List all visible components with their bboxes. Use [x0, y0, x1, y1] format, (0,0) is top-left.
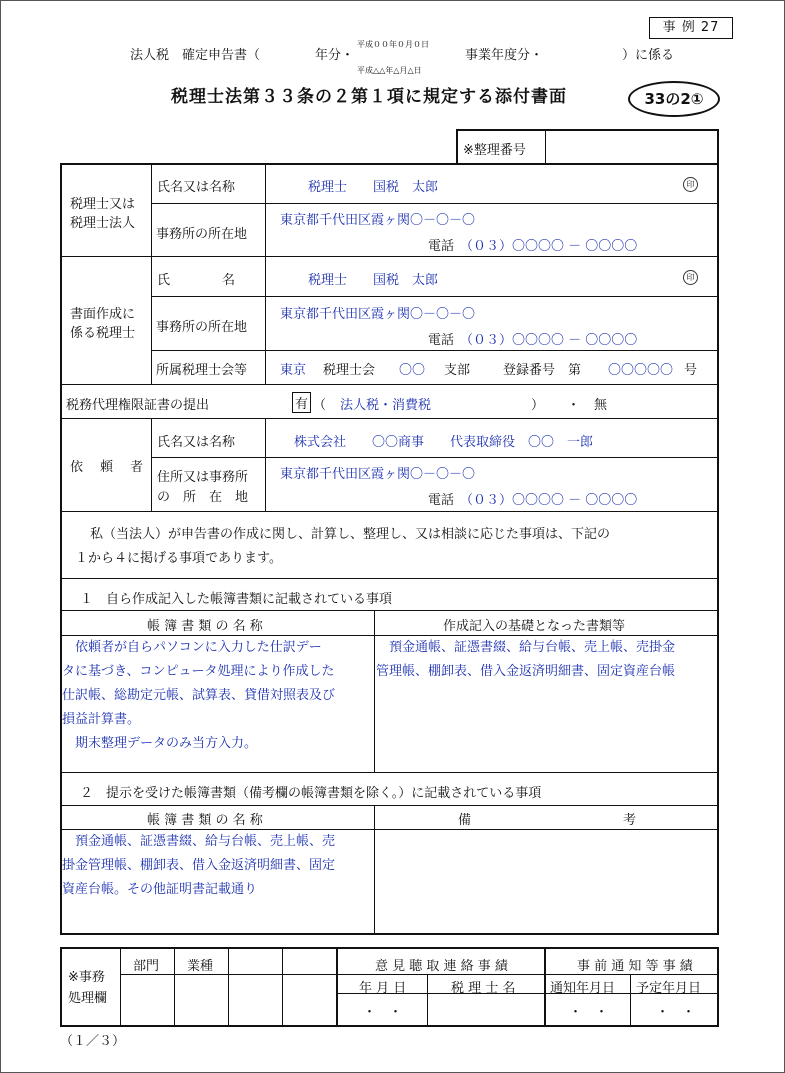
proxy-no-option[interactable]: 無 — [594, 398, 608, 413]
tax-accountant-office-label: 事務所の所在地 — [156, 227, 248, 242]
association-kai: 税理士会 — [323, 363, 376, 378]
client-phone-value: （０３）〇〇〇〇 － 〇〇〇〇 — [460, 493, 638, 508]
text-line: タに基づき、コンピュータ処理により作成した — [62, 664, 335, 679]
case-label: 事 例 27 — [649, 17, 733, 39]
scheduled-date-placeholder: ・ ・ — [656, 1005, 696, 1020]
scheduled-date-header: 予定年月日 — [636, 981, 702, 996]
page-number: （１／３） — [60, 1034, 126, 1049]
text-line: 管理帳、棚卸表、借入金返済明細書、固定資産台帳 — [376, 664, 676, 679]
notice-date-header: 通知年月日 — [550, 981, 616, 996]
notice-date-placeholder: ・ ・ — [569, 1005, 609, 1020]
client-group-label: 依 頼 者 — [70, 460, 146, 475]
text-line: 預金通帳、証憑書綴、給与台帳、売上帳、売 — [62, 834, 336, 849]
tax-accountant-group-label-1: 税理士又は — [70, 197, 136, 212]
opinion-date-header: 年 月 日 — [359, 981, 407, 996]
creator-office-label: 事務所の所在地 — [156, 320, 248, 335]
registration-label: 登録番号 第 — [503, 363, 582, 378]
section1-col-basis: 作成記入の基礎となった書類等 — [443, 619, 626, 634]
seal-icon: 印 — [683, 270, 698, 285]
creator-group-label-2: 係る税理士 — [70, 326, 136, 341]
section1-right-text — [376, 636, 716, 684]
tax-accountant-group-label-2: 税理士法人 — [70, 216, 136, 231]
section1-col-books: 帳 簿 書 類 の 名 称 — [147, 619, 263, 634]
header-fiscal: 事業年度分・ — [465, 48, 544, 63]
opinion-date-placeholder: ・ ・ — [363, 1005, 403, 1020]
client-address-label-1: 住所又は事務所 — [157, 470, 249, 485]
association-branch-value: 〇〇 — [399, 363, 426, 378]
creator-phone-label: 電話 — [428, 333, 455, 348]
text-line: 損益計算書。 — [62, 712, 141, 727]
section1-heading: １ 自ら作成記入した帳簿書類に記載されている事項 — [80, 592, 393, 607]
header-prefix: 法人税 確定申告書（ — [130, 48, 261, 63]
document-title: 税理士法第３３条の２第１項に規定する添付書面 — [171, 87, 567, 107]
office-industry-header: 業種 — [187, 959, 214, 974]
registration-suffix: 号 — [684, 363, 698, 378]
creator-name-label: 氏 名 — [157, 273, 236, 288]
client-address-label-2: の 所 在 地 — [157, 490, 249, 505]
section2-col-remarks-a: 備 — [458, 813, 472, 828]
office-dept-header: 部門 — [133, 959, 160, 974]
section2-heading: ２ 提示を受けた帳簿書類（備考欄の帳簿書類を除く。）に記載されている事項 — [80, 786, 542, 801]
tax-accountant-name-value: 税理士 国税 太郎 — [308, 180, 439, 195]
text-line: 期末整理データのみ当方入力。 — [62, 736, 258, 751]
header-suffix: ）に係る — [622, 48, 675, 63]
header-era-top: 平成００年０月０日 — [357, 40, 429, 49]
header-era-bottom: 平成△△年△月△日 — [357, 66, 422, 75]
client-address-value: 東京都千代田区霞ヶ関〇－〇－〇 — [280, 467, 476, 482]
office-use-label-2: 処理欄 — [68, 991, 108, 1006]
proxy-yes-checkbox[interactable]: 有 — [292, 392, 311, 413]
client-name-label: 氏名又は名称 — [157, 435, 236, 450]
section2-col-remarks-b: 考 — [623, 813, 637, 828]
creator-group-label-1: 書面作成に — [70, 307, 136, 322]
reference-number-label: ※整理番号 — [463, 143, 526, 158]
association-tokyo: 東京 — [280, 363, 307, 378]
proxy-certificate-label: 税務代理権限証書の提出 — [66, 398, 210, 413]
tax-accountant-name-label: 氏名又は名称 — [157, 180, 236, 195]
form-code-badge: 33の2① — [628, 81, 720, 117]
proxy-open-paren: （ — [313, 398, 327, 413]
opinion-accountant-header: 税 理 士 名 — [451, 981, 516, 996]
section2-left-text — [62, 830, 335, 902]
creator-address-value: 東京都千代田区霞ヶ関〇－〇－〇 — [280, 307, 476, 322]
text-line: 資産台帳。その他証明書記載通り — [62, 882, 258, 897]
creator-phone-value: （０３）〇〇〇〇 － 〇〇〇〇 — [460, 333, 638, 348]
association-branch-label: 支部 — [444, 363, 471, 378]
text-line: 預金通帳、証憑書綴、給与台帳、売上帳、売掛金 — [376, 640, 676, 655]
notice-record-header: 事 前 通 知 等 事 績 — [577, 959, 693, 974]
text-line: 仕訳帳、総勘定元帳、試算表、貸借対照表及び — [62, 688, 336, 703]
client-phone-label: 電話 — [428, 493, 455, 508]
seal-icon: 印 — [683, 177, 698, 192]
proxy-separator: ・ — [567, 398, 581, 413]
association-label: 所属税理士会等 — [156, 363, 248, 378]
declaration-line-2: １から４に掲げる事項であります。 — [75, 551, 282, 566]
declaration-line-1: 私（当法人）が申告書の作成に関し、計算し、整理し、又は相談に応じた事項は、下記の — [90, 527, 611, 542]
creator-name-value: 税理士 国税 太郎 — [308, 273, 439, 288]
client-name-value: 株式会社 〇〇商事 代表取締役 〇〇 一郎 — [294, 435, 594, 450]
registration-number: 〇〇〇〇〇 — [608, 363, 674, 378]
section2-col-books: 帳 簿 書 類 の 名 称 — [147, 813, 263, 828]
tax-accountant-phone-label: 電話 — [428, 239, 455, 254]
text-line: 依頼者が自らパソコンに入力した仕訳デー — [62, 640, 322, 655]
office-use-label-1: ※事務 — [68, 970, 105, 985]
proxy-taxes: 法人税・消費税 — [340, 398, 432, 413]
proxy-close-paren: ） — [531, 398, 545, 413]
section1-left-text — [62, 636, 335, 756]
tax-accountant-phone-value: （０３）〇〇〇〇 － 〇〇〇〇 — [460, 239, 638, 254]
tax-accountant-address-value: 東京都千代田区霞ヶ関〇－〇－〇 — [280, 213, 476, 228]
text-line: 掛金管理帳、棚卸表、借入金返済明細書、固定 — [62, 858, 336, 873]
opinion-record-header: 意 見 聴 取 連 絡 事 績 — [375, 959, 508, 974]
header-year-suffix: 年分・ — [315, 48, 355, 63]
